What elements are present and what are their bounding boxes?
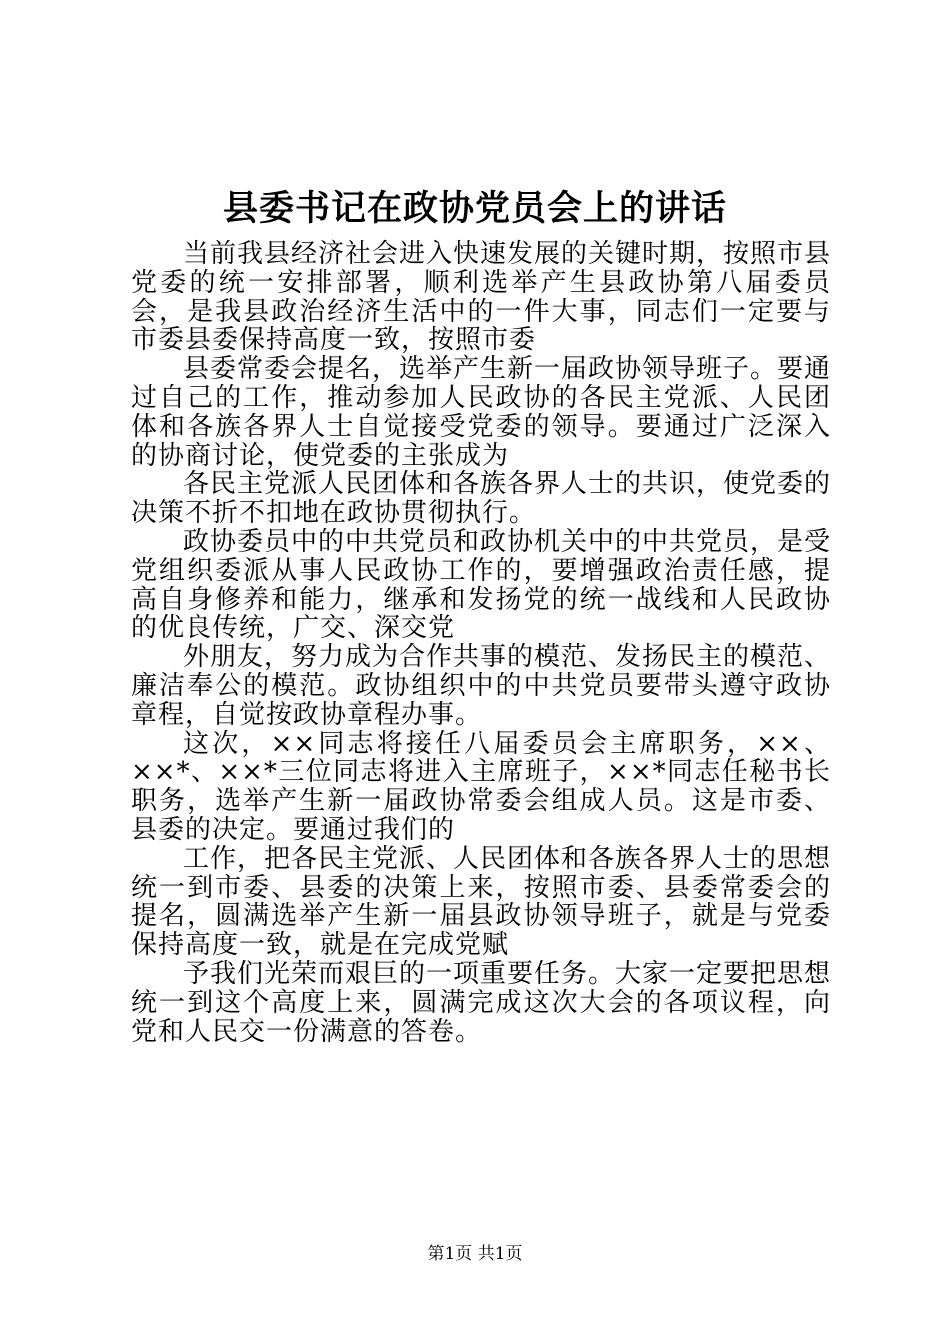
document-body (131, 240, 831, 1046)
paragraph: 工作，把各民主党派、人民团体和各族各界人士的思想统一到市委、县委的决策上来，按照市委、县委常委会的提名，圆满选举产生新一届县政协领导班子，就是与党委保持高度一致，就是在完成党赋 (131, 843, 832, 961)
paragraph: 各民主党派人民团体和各族各界人士的共识，使党委的决策不折不扣地在政协贯彻执行。 (131, 469, 832, 529)
paragraph: 当前我县经济社会进入快速发展的关键时期，按照市县党委的统一安排部署，顺利选举产生县政协第八届委员会，是我县政治经济生活中的一件大事，同志们一定要与市委县委保持高度一致，按照市委 (131, 239, 832, 356)
paragraph: 政协委员中的中共党员和政协机关中的中共党员，是受党组织委派从事人民政协工作的，要增强政治责任感，提高自身修养和能力，继承和发扬党的统一战线和人民政协的优良传统，广交、深交党 (131, 526, 832, 644)
paragraph: 外朋友，努力成为合作共事的模范、发扬民主的模范、廉洁奉公的模范。政协组织中的中共党员要带头遵守政协章程，自觉按政协章程办事。 (131, 642, 832, 730)
paragraph: 予我们光荣而艰巨的一项重要任务。大家一定要把思想统一到这个高度上来，圆满完成这次大会的各项议程，向党和人民交一份满意的答卷。 (131, 958, 832, 1047)
page-number-footer: 第1页 共1页 (427, 1244, 523, 1264)
paragraph: 县委常委会提名，选举产生新一届政协领导班子。要通过自己的工作，推动参加人民政协的各民主党派、人民团体和各族各界人士自觉接受党委的领导。要通过广泛深入的协商讨论，使党委的主张成为 (131, 354, 832, 471)
paragraph: 这次，××同志将接任八届委员会主席职务，××、××*、××*三位同志将进入主席班子，××*同志任秘书长职务，选举产生新一届政协常委会组成人员。这是市委、县委的决定。要通过我们的 (131, 728, 831, 845)
document-title: 县委书记在政协党员会上的讲话 (222, 188, 727, 229)
